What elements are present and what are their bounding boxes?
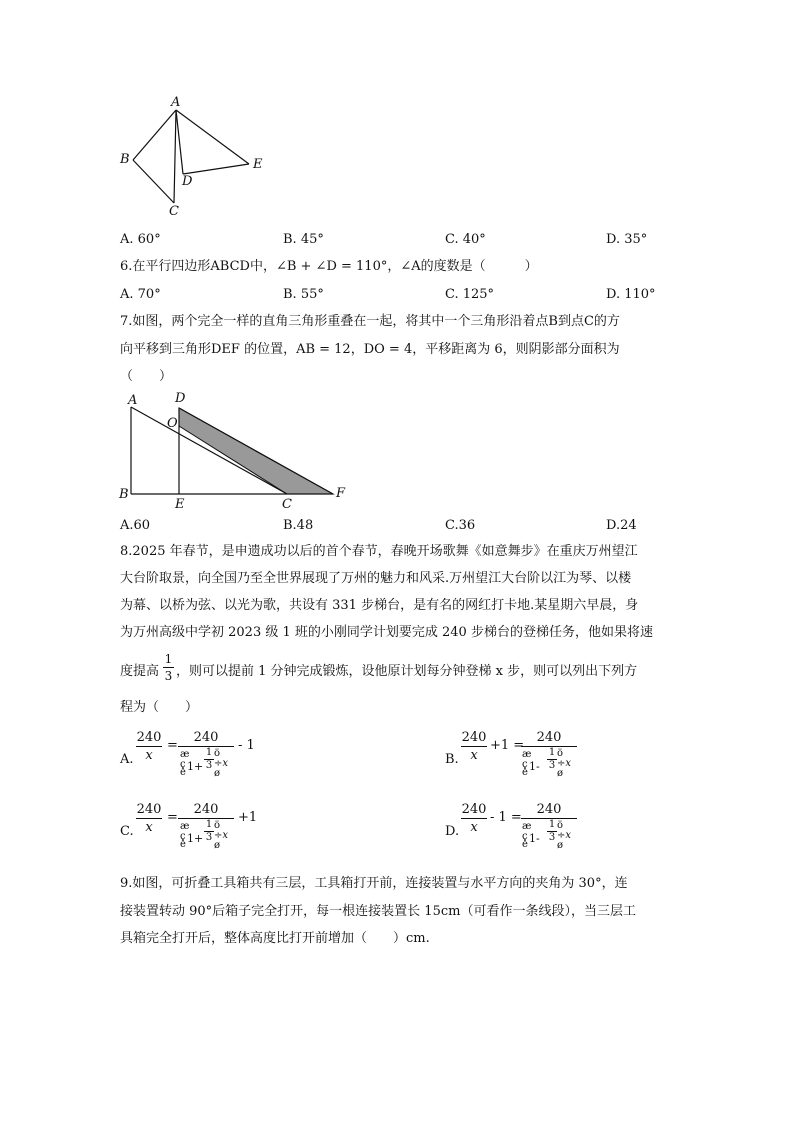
q8-d-lhs-num: 240 <box>461 802 487 817</box>
q6-option-d[interactable]: D. 110° <box>606 287 656 302</box>
q8-a-lhs <box>136 730 162 763</box>
q8-question-line-5-post: ，则可以提前 1 分钟完成锻炼，设他原计划每分钟登梯 x 步，则可以列出下列方 <box>176 664 638 679</box>
q8-question-line-2: 大台阶取景，向全国乃至全世界展现了万州的魅力和风采.万州望江大台阶以江为琴、以楼 <box>120 571 632 586</box>
q8-b-glyph-o1: ö <box>557 748 564 759</box>
q8-b-lhs-den: x <box>470 748 478 763</box>
q8-question-line-5-pre: 度提高 <box>120 664 160 679</box>
q5-option-b[interactable]: B. 45° <box>283 232 324 247</box>
q8-option-d-letter[interactable]: D. <box>445 824 460 839</box>
q8-c-glyph-o1: ö <box>214 820 221 831</box>
q6-option-a[interactable]: A. 70° <box>120 287 161 302</box>
q8-d-inner-frac <box>547 820 557 843</box>
q8-c-inner-num: 1 <box>205 819 213 830</box>
q8-d-glyph-o1: ö <box>557 820 564 831</box>
q7-label-e: E <box>175 497 185 512</box>
q7-option-d[interactable]: D.24 <box>606 518 637 533</box>
q8-a-glyph-o1: ö <box>214 748 221 759</box>
q9-question-line-3: 具箱完全打开后，整体高度比打开前增加（ ）cm. <box>120 931 430 946</box>
q7-option-b[interactable]: B.48 <box>283 518 314 533</box>
q8-c-one: 1 <box>187 832 194 845</box>
q8-b-rhs <box>521 730 577 748</box>
q5-label-c: C <box>169 204 179 219</box>
q8-frac-num: 1 <box>164 652 173 666</box>
q8-c-rhs-num: 240 <box>193 802 219 817</box>
q8-b-one: 1 <box>529 760 536 773</box>
q5-label-d: D <box>182 174 193 189</box>
q8-b-glyph-ae: æ <box>522 749 532 760</box>
q8-question-line-1: 8.2025 年春节，是申遗成功以后的首个春节，春晚开场歌舞《如意舞步》在重庆万州望江 <box>120 544 638 559</box>
q8-a-glyph-e2: è <box>180 767 186 778</box>
q7-label-a: A <box>128 393 138 408</box>
q8-d-lhs-den: x <box>470 820 478 835</box>
q6-option-c[interactable]: C. 125° <box>445 287 495 302</box>
q8-c-glyph-e1: ç <box>180 831 186 842</box>
q8-option-b-letter[interactable]: B. <box>445 752 459 767</box>
q8-a-glyph-e1: ç <box>180 759 186 770</box>
q8-a-glyph-o3: ø <box>214 768 221 779</box>
q8-b-sign: - <box>536 760 540 773</box>
q8-a-inner-den: 3 <box>205 760 213 771</box>
q7-option-c[interactable]: C.36 <box>445 518 476 533</box>
q7-figure <box>0 0 794 520</box>
q8-a-lhs-num: 240 <box>136 730 162 745</box>
q8-question-line-4: 为万州高级中学初 2023 级 1 班的小刚同学计划要完成 240 步梯台的登梯任务，他如果将速 <box>120 625 653 640</box>
q8-d-glyph-o3: ø <box>557 840 564 851</box>
q8-b-rhs-num: 240 <box>536 730 562 745</box>
q8-d-rhs <box>521 802 577 820</box>
q8-c-times-x: ÷x <box>214 830 229 841</box>
q8-c-sign: + <box>194 832 204 845</box>
q8-frac-den: 3 <box>164 669 173 683</box>
q7-label-b: B <box>119 487 129 502</box>
q8-c-lhs-num: 240 <box>136 802 162 817</box>
q8-c-lhs <box>136 802 162 835</box>
q8-c-glyph-ae: æ <box>180 821 190 832</box>
q5-option-d[interactable]: D. 35° <box>606 232 648 247</box>
q8-b-lhs-bar <box>461 746 487 747</box>
q8-a-glyph-ae: æ <box>180 749 190 760</box>
q8-d-lhs-tail: - 1 = <box>490 810 522 825</box>
q8-b-inner-den: 3 <box>548 760 556 771</box>
q8-option-a-letter[interactable]: A. <box>120 752 134 767</box>
q8-a-equals: = <box>167 738 178 753</box>
q8-frac-bar <box>163 667 174 668</box>
q7-option-a[interactable]: A.60 <box>120 518 151 533</box>
q8-a-rhs <box>178 730 234 748</box>
q8-a-times-x: ÷x <box>214 758 229 769</box>
q8-c-inner-den: 3 <box>205 832 213 843</box>
q5-label-b: B <box>120 152 130 167</box>
q8-option-c-letter[interactable]: C. <box>120 824 134 839</box>
q8-b-glyph-e1: ç <box>522 759 528 770</box>
q9-question-line-2: 接装置转动 90°后箱子完全打开，每一根连接装置长 15cm（可看作一条线段），当三层工 <box>120 904 636 919</box>
q7-label-d: D <box>175 391 186 406</box>
q8-question-line-3: 为幕、以桥为弦、以光为歌，共设有 331 步梯台，是有名的网红打卡地.某星期六早晨，身 <box>120 598 639 613</box>
q8-c-rhs <box>178 802 234 820</box>
q8-d-one: 1 <box>529 832 536 845</box>
q8-d-lhs <box>461 802 487 835</box>
q8-b-lhs-tail: +1 = <box>490 738 525 753</box>
q8-c-lhs-den: x <box>145 820 153 835</box>
q8-c-inner-frac <box>204 820 214 843</box>
q8-a-tail: - 1 <box>238 738 255 753</box>
q8-b-glyph-o3: ø <box>557 768 564 779</box>
q8-c-tail: +1 <box>238 810 258 825</box>
q8-a-lhs-bar <box>136 746 162 747</box>
q8-a-inner-frac <box>204 748 214 771</box>
q8-c-glyph-e2: è <box>180 839 186 850</box>
q8-d-glyph-e2: è <box>522 839 528 850</box>
q8-d-rhs-num: 240 <box>536 802 562 817</box>
q9-question-line-1: 9.如图，可折叠工具箱共有三层，工具箱打开前，连接装置与水平方向的夹角为 30°，连 <box>120 876 628 891</box>
q8-question-line-6: 程为（ ） <box>120 700 199 715</box>
q5-label-e: E <box>253 157 263 172</box>
q6-question: 6.在平行四边形ABCD中，∠B + ∠D = 110°，∠A的度数是（ ） <box>120 259 538 274</box>
q7-label-c: C <box>282 497 292 512</box>
q5-option-a[interactable]: A. 60° <box>120 232 161 247</box>
q8-d-glyph-ae: æ <box>522 821 532 832</box>
q7-question-line-3: （ ） <box>120 369 173 384</box>
q7-question-line-2: 向平移到三角形DEF 的位置，AB = 12，DO = 4，平移距离为 6，则阴影部分面积为 <box>120 342 620 357</box>
q8-b-inner-num: 1 <box>548 747 556 758</box>
q8-d-times-x: ÷x <box>557 830 572 841</box>
q7-label-f: F <box>336 486 346 501</box>
q8-c-lhs-bar <box>136 818 162 819</box>
q8-b-lhs <box>461 730 487 763</box>
q8-b-times-x: ÷x <box>557 758 572 769</box>
q8-a-inner-num: 1 <box>205 747 213 758</box>
q8-a-rhs-num: 240 <box>193 730 219 745</box>
q8-d-sign: - <box>536 832 540 845</box>
q8-d-inner-num: 1 <box>548 819 556 830</box>
q8-a-sign: + <box>194 760 204 773</box>
q8-a-lhs-den: x <box>145 748 153 763</box>
q8-fraction-one-third <box>163 652 174 683</box>
q8-d-lhs-bar <box>461 818 487 819</box>
q7-label-o: O <box>167 416 178 431</box>
q5-option-c[interactable]: C. 40° <box>445 232 486 247</box>
q8-d-inner-den: 3 <box>548 832 556 843</box>
q8-b-lhs-num: 240 <box>461 730 487 745</box>
q7-question-line-1: 7.如图，两个完全一样的直角三角形重叠在一起，将其中一个三角形沿着点B到点C的方 <box>120 314 620 329</box>
q5-label-a: A <box>171 95 181 110</box>
q8-b-inner-frac <box>547 748 557 771</box>
q6-option-b[interactable]: B. 55° <box>283 287 324 302</box>
q8-c-glyph-o3: ø <box>214 840 221 851</box>
q8-c-equals: = <box>167 810 178 825</box>
q8-a-one: 1 <box>187 760 194 773</box>
q8-d-glyph-e1: ç <box>522 831 528 842</box>
q8-b-glyph-e2: è <box>522 767 528 778</box>
